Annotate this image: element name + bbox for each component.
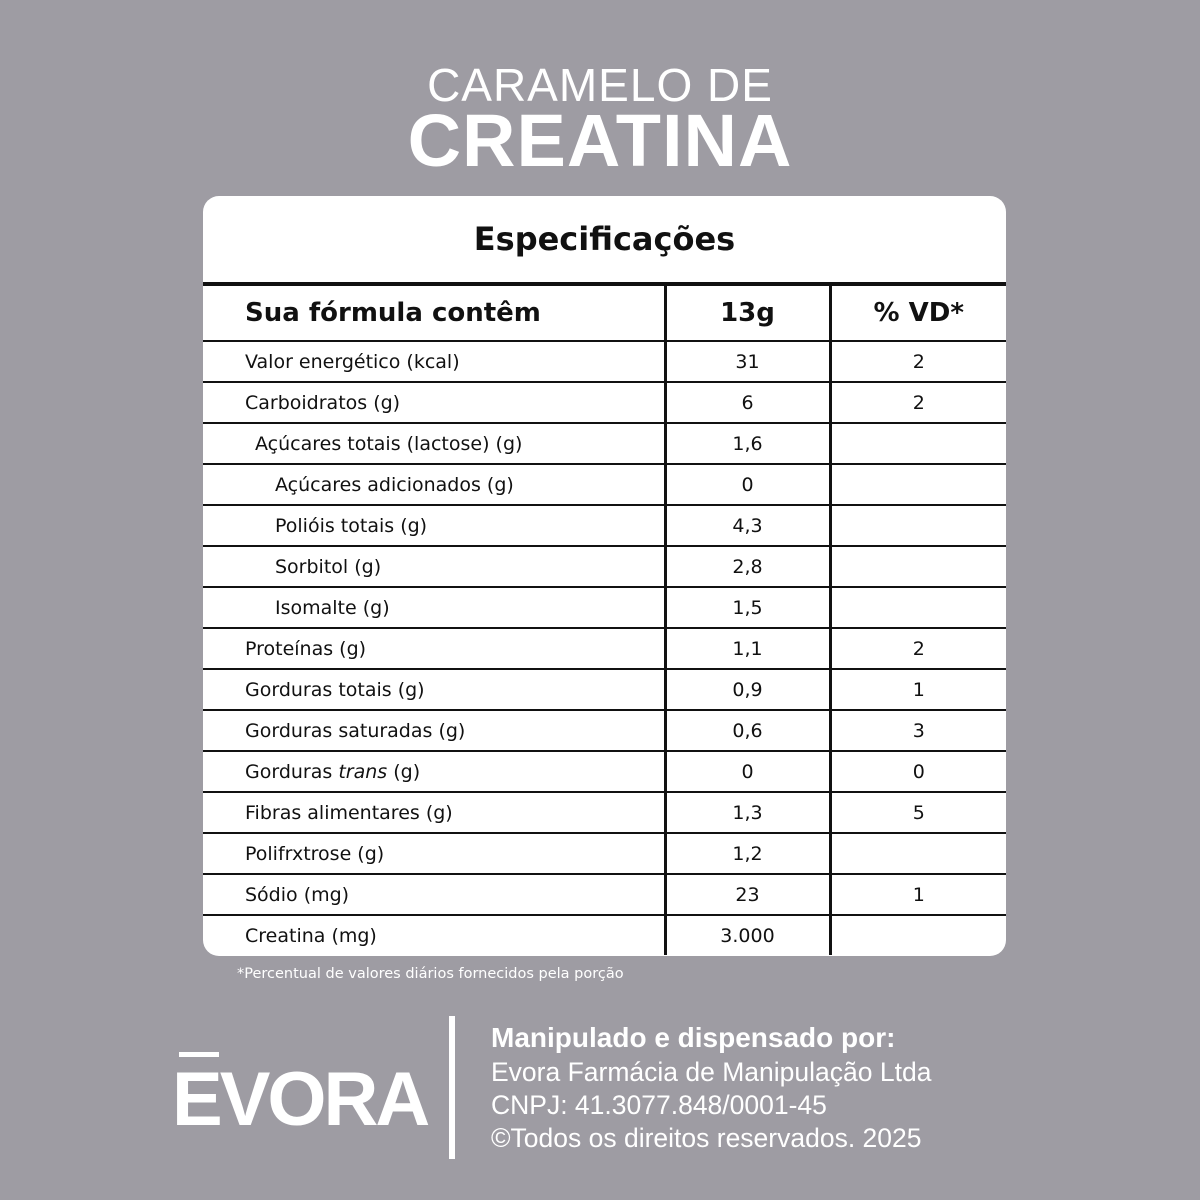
nutrient-name: Isomalte (g) bbox=[203, 587, 665, 628]
product-subtitle: CARAMELO DE bbox=[427, 59, 773, 111]
column-header-amount: 13g bbox=[665, 286, 830, 341]
nutrient-name: Valor energético (kcal) bbox=[203, 341, 665, 382]
nutrient-vd: 2 bbox=[830, 382, 1006, 423]
nutrient-amount: 23 bbox=[665, 874, 830, 915]
table-row bbox=[203, 341, 1006, 382]
nutrient-vd bbox=[830, 505, 1006, 546]
nutrient-name: Fibras alimentares (g) bbox=[203, 792, 665, 833]
nutrient-name: Sódio (mg) bbox=[203, 874, 665, 915]
table-row bbox=[203, 423, 1006, 464]
nutrient-name: Gorduras saturadas (g) bbox=[203, 710, 665, 751]
nutrient-name: Polifrxtrose (g) bbox=[203, 833, 665, 874]
nutrient-name: Creatina (mg) bbox=[245, 924, 377, 947]
table-row bbox=[203, 669, 1006, 710]
nutrient-name bbox=[203, 751, 665, 792]
nutrient-name-italic: trans bbox=[338, 760, 388, 783]
nutrient-vd: 0 bbox=[830, 751, 1006, 792]
nutrient-name-suffix: (g) bbox=[387, 760, 421, 783]
manufacturer-info bbox=[491, 1020, 931, 1155]
nutrient-name: Gorduras totais (g) bbox=[203, 669, 665, 710]
nutrient-amount: 0 bbox=[665, 751, 830, 792]
nutrient-name-prefix: Gorduras bbox=[245, 760, 339, 783]
nutrient-name: Açúcares totais (lactose) (g) bbox=[203, 423, 665, 464]
footnote: *Percentual de valores diários fornecidos pela porção bbox=[237, 966, 624, 982]
nutrient-amount: 1,2 bbox=[665, 833, 830, 874]
table-row bbox=[203, 915, 1006, 955]
nutrient-vd bbox=[830, 587, 1006, 628]
nutrient-amount: 6 bbox=[665, 382, 830, 423]
table-row bbox=[203, 792, 1006, 833]
nutrient-vd bbox=[830, 546, 1006, 587]
nutrient-vd: 1 bbox=[830, 874, 1006, 915]
table-row bbox=[203, 628, 1006, 669]
nutrient-vd: 1 bbox=[830, 669, 1006, 710]
nutrient-vd: 5 bbox=[830, 792, 1006, 833]
column-header-name: Sua fórmula contêm bbox=[203, 286, 665, 341]
company-name: Evora Farmácia de Manipulação Ltda bbox=[491, 1057, 932, 1087]
nutrient-name: Açúcares adicionados (g) bbox=[203, 464, 665, 505]
nutrient-amount: 2,8 bbox=[665, 546, 830, 587]
table-row bbox=[203, 710, 1006, 751]
table-row bbox=[203, 751, 1006, 792]
company-cnpj: CNPJ: 41.3077.848/0001-45 bbox=[491, 1090, 827, 1120]
table-row bbox=[203, 587, 1006, 628]
nutrient-amount: 1,6 bbox=[665, 423, 830, 464]
nutrient-name: Proteínas (g) bbox=[203, 628, 665, 669]
nutrient-vd bbox=[830, 833, 1006, 874]
table-row bbox=[203, 382, 1006, 423]
column-header-vd: % VD* bbox=[830, 286, 1006, 341]
nutrient-name: Sorbitol (g) bbox=[203, 546, 665, 587]
nutrient-amount: 4,3 bbox=[665, 505, 830, 546]
nutrient-amount: 0,9 bbox=[665, 669, 830, 710]
nutrient-amount: 3.000 bbox=[665, 915, 830, 955]
table-row bbox=[203, 546, 1006, 587]
specifications-heading: Especificações bbox=[203, 196, 1006, 286]
nutrition-table bbox=[203, 286, 1006, 955]
table-row bbox=[203, 874, 1006, 915]
nutrient-name: Carboidratos (g) bbox=[203, 382, 665, 423]
nutrient-vd: 2 bbox=[830, 628, 1006, 669]
table-row bbox=[203, 505, 1006, 546]
nutrient-amount: 1,1 bbox=[665, 628, 830, 669]
footer-divider bbox=[449, 1016, 455, 1159]
evora-logo: EVORA bbox=[172, 1057, 428, 1142]
nutrient-amount: 1,3 bbox=[665, 792, 830, 833]
nutrient-amount: 0,6 bbox=[665, 710, 830, 751]
nutrient-vd bbox=[830, 464, 1006, 505]
product-title: CREATINA bbox=[407, 99, 793, 182]
nutrient-amount: 0 bbox=[665, 464, 830, 505]
table-row bbox=[203, 464, 1006, 505]
nutrient-vd bbox=[830, 423, 1006, 464]
specifications-card bbox=[203, 196, 1006, 956]
nutrient-amount: 1,5 bbox=[665, 587, 830, 628]
copyright-notice: ©Todos os direitos reservados. 2025 bbox=[491, 1123, 922, 1153]
nutrient-vd: 2 bbox=[830, 341, 1006, 382]
table-row bbox=[203, 833, 1006, 874]
nutrient-name: Polióis totais (g) bbox=[203, 505, 665, 546]
table-header-row bbox=[203, 286, 1006, 341]
manufacturer-heading: Manipulado e dispensado por: bbox=[491, 1022, 896, 1053]
nutrient-vd: 3 bbox=[830, 710, 1006, 751]
nutrient-amount: 31 bbox=[665, 341, 830, 382]
nutrient-vd bbox=[830, 915, 1006, 955]
